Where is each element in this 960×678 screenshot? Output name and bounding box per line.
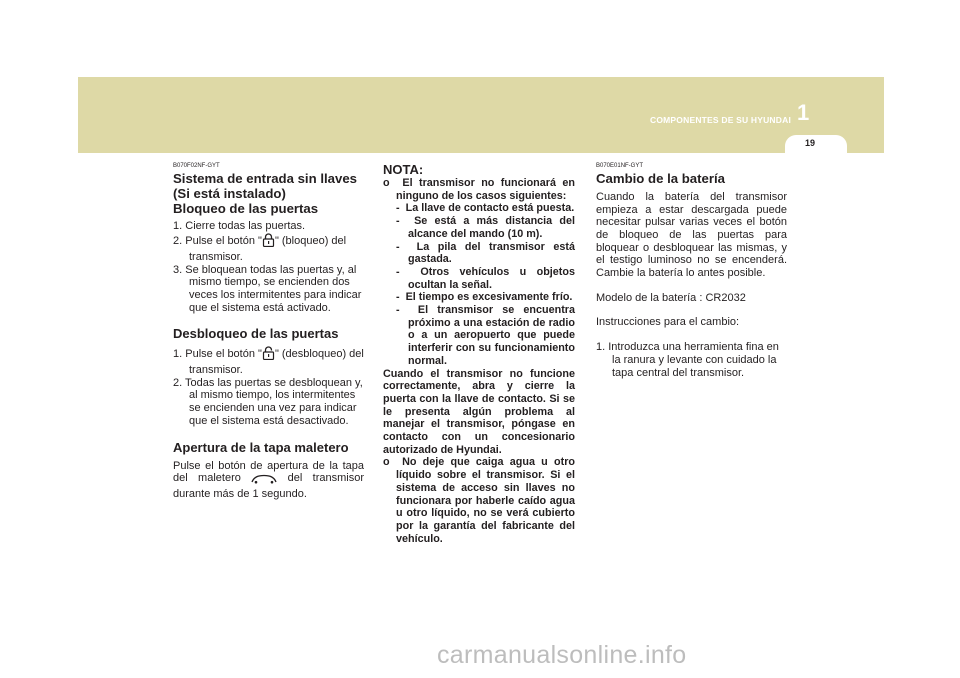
- battery-steps: [596, 341, 787, 379]
- column-battery: [596, 163, 787, 379]
- title-line-3: Bloqueo de las puertas: [173, 200, 319, 216]
- note-item-2: o No deje que caiga agua u otro líquido sobre el transmisor. Si el sistema de acceso sin llaves no funcionara por haberle caído agua u otro líquido, no se verá cubierto por la garantía del fabricante del vehículo.: [383, 456, 575, 545]
- section-title: COMPONENTES DE SU HYUNDAI: [650, 115, 792, 125]
- column-note: [383, 163, 575, 545]
- list-item: - La llave de contacto está puesta.: [396, 202, 575, 215]
- list-item: - La pila del transmisor está gastada.: [396, 240, 575, 266]
- list-item: - El tiempo es excesivamente frío.: [396, 291, 573, 304]
- battery-paragraph-1: Cuando la batería del transmisor empieza a estar descargada puede necesitar pulsar varias veces el botón de bloqueo de las puertas para bloquear o desbloquear las mismas, y el testigo luminoso no se encenderá. Cambie la batería lo antes posible.: [596, 190, 787, 280]
- car-trunk-icon: [251, 474, 277, 488]
- list-item: - Otros vehículos u objetos ocultan la señal.: [396, 265, 575, 291]
- note-paragraph: Cuando el transmisor no funcione correctamente, abra y cierre la puerta con la llave de contacto. Si se le presenta algún problema al manejar el transmisor, póngase en contacto con un concesionario autorizado de Hyundai.: [383, 367, 575, 456]
- title-line-2: (Si está instalado): [173, 185, 286, 201]
- unlock-title: Desbloqueo de las puertas: [173, 326, 339, 342]
- watermark: carmanualsonline.info: [437, 641, 687, 669]
- battery-instructions-title: Instrucciones para el cambio:: [596, 316, 740, 329]
- list-item: - El transmisor se encuentra próximo a una estación de radio o a un aeropuerto que puede interferir con su funcionamiento normal.: [396, 304, 575, 367]
- note-cases-list: [383, 202, 575, 367]
- page-number: 19: [804, 138, 815, 148]
- lock-steps: [173, 220, 364, 314]
- trunk-paragraph: Pulse el botón de apertura de la tapa del maletero del transmisor durante más de 1 segundo.: [173, 459, 364, 500]
- note-body: [383, 177, 575, 545]
- padlock-open-icon: [262, 346, 275, 364]
- note-item-1: o El transmisor no funcionará en ninguno de los casos siguientes:: [383, 177, 575, 202]
- list-item: 1. Pulse el botón " " (desbloqueo) del transmisor.: [173, 348, 364, 377]
- chapter-number: 1: [797, 100, 810, 125]
- battery-model: Modelo de la batería : CR2032: [596, 291, 746, 304]
- section-code: B070F02NF-GYT: [173, 163, 220, 169]
- list-item: 2. Todas las puertas se desbloquean y, al mismo tiempo, los intermitentes se encienden una vez para indicar que el sistema está desactivado.: [173, 376, 363, 427]
- list-item: 3. Se bloquean todas las puertas y, al mismo tiempo, se encienden dos veces los intermitentes para indicar que el sistema está activado.: [173, 263, 362, 314]
- battery-title: Cambio de la batería: [596, 171, 725, 186]
- title-line-1: Sistema de entrada sin llaves: [173, 171, 357, 186]
- trunk-title: Apertura de la tapa maletero: [173, 439, 349, 455]
- unlock-steps: [173, 346, 364, 427]
- column-keyless-entry: [173, 163, 364, 501]
- list-item: 1. Introduzca una herramienta fina en la ranura y levante con cuidado la tapa central del transmisor.: [596, 341, 779, 379]
- list-item: - Se está a más distancia del alcance del mando (10 m).: [396, 215, 575, 240]
- list-item: 2. Pulse el botón " " (bloqueo) del transmisor.: [173, 235, 347, 263]
- list-item: 1. Cierre todas las puertas.: [173, 220, 306, 233]
- section-code: B070E01NF-GYT: [596, 163, 644, 169]
- note-title: NOTA:: [383, 162, 424, 177]
- padlock-closed-icon: [262, 233, 275, 251]
- section-title-keyless: [173, 172, 364, 216]
